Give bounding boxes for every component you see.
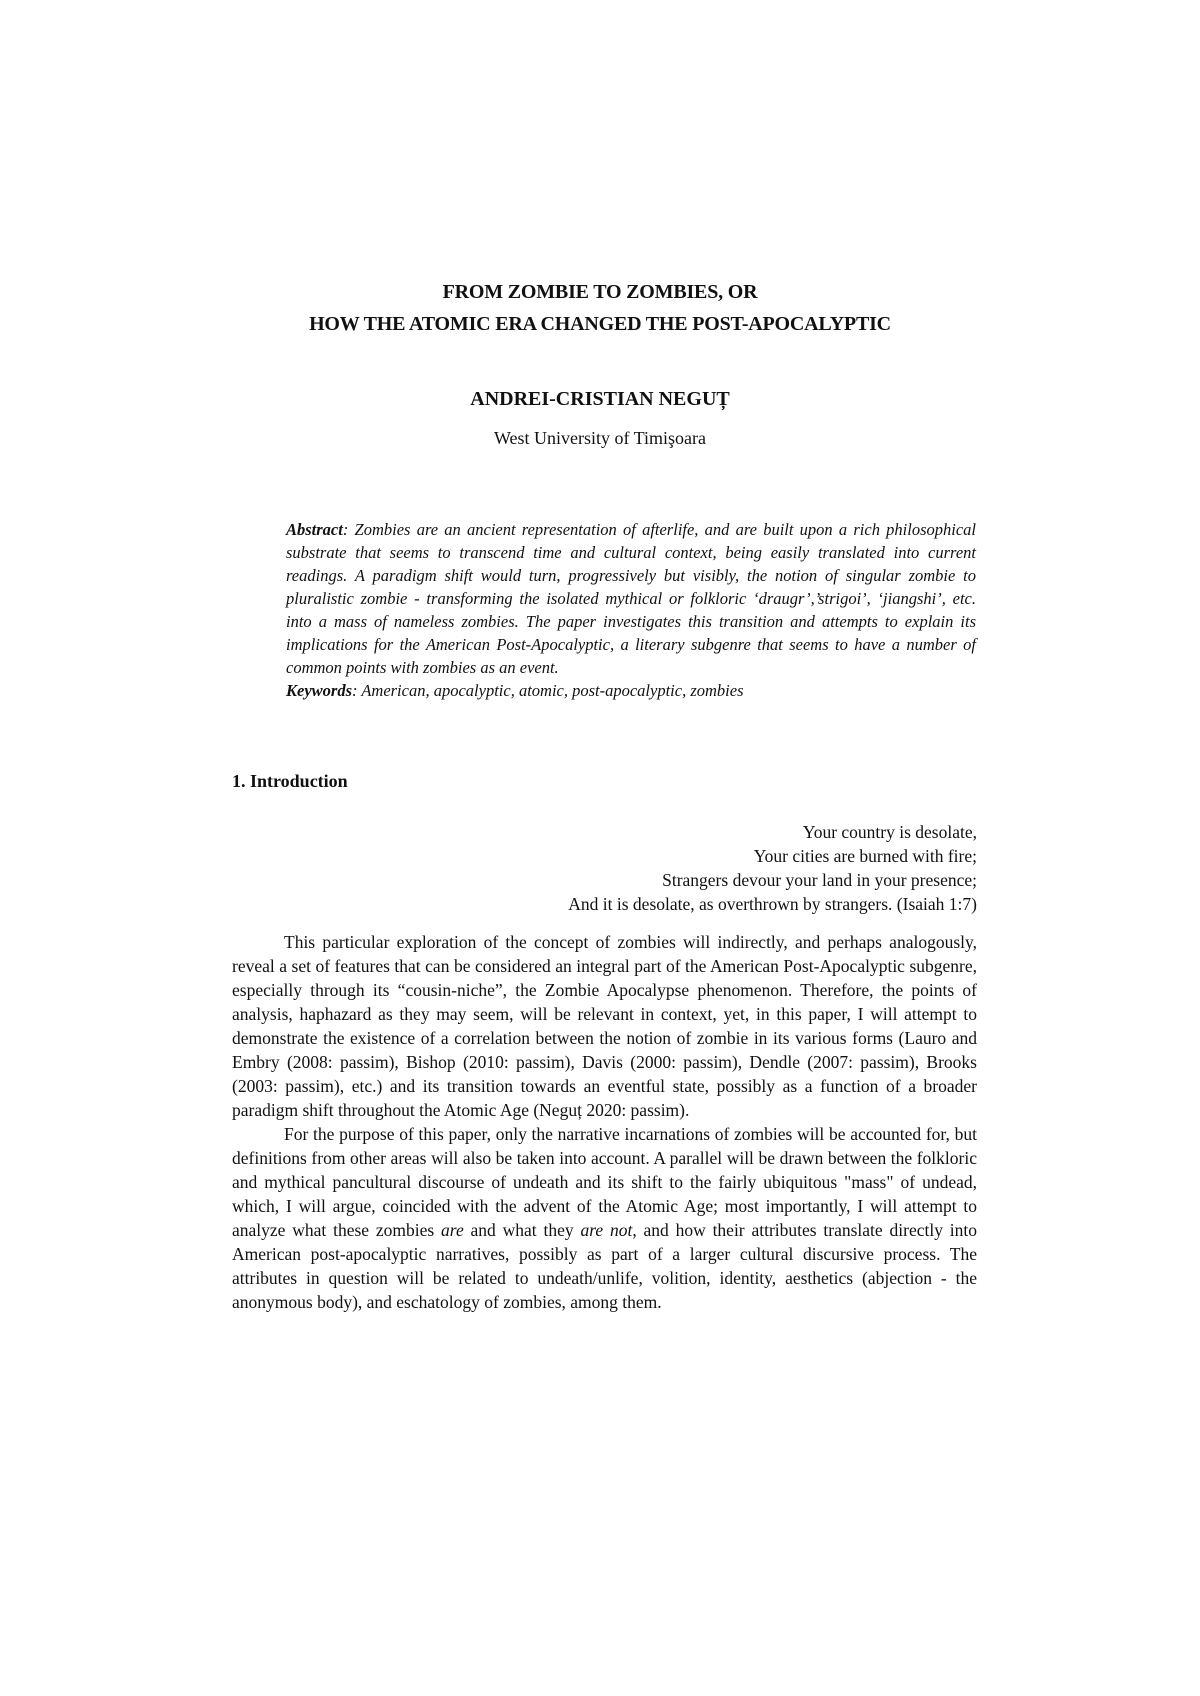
body-paragraph-2: [232, 1122, 977, 1314]
abstract-text: : Zombies are an ancient representation of afterlife, and are built upon a rich philosophical substrate that seems to transcend time and cultural context, being easily translated into current readings. A paradigm shift would turn, progressively but visibly, the notion of singular zombie to pluralistic zombie - transforming the isolated mythical or folkloric ‘draugr’,’strigoi’, ‘jiangshi’, etc. into a mass of nameless zombies. The paper investigates this transition and attempts to explain its implications for the American Post-Apocalyptic, a literary subgenre that seems to have a number of common points with zombies as an event.: [286, 520, 976, 677]
abstract-paragraph: [286, 518, 976, 679]
abstract-block: [286, 518, 976, 702]
section-heading: 1. Introduction: [232, 771, 348, 791]
title-line-2: HOW THE ATOMIC ERA CHANGED THE POST-APOCALYPTIC: [309, 313, 891, 335]
body-text: [232, 930, 977, 1314]
paper-title: [0, 276, 1200, 340]
paragraph-2-part-a: For the purpose of this paper, only the narrative incarnations of zombies will be accounted for, but definitions from other areas will also be taken into account. A parallel will be drawn between the folkloric and mythical pancultural discourse of undeath and its shift to the fairly ubiquitous "mass" of undead, which, I will argue, coincided with the advent of the Atomic Age; most importantly, I will attempt to analyze what these zombies: [232, 1124, 977, 1240]
author-affiliation: West University of Timişoara: [493, 428, 707, 448]
paragraph-2-part-c: , and how their attributes translate directly into American post-apocalyptic narratives, possibly as part of a larger cultural discursive process. The attributes in question will be related to undeath/unlife, volition, identity, aesthetics (abjection - the anonymous body), and eschatology of zombies, among them.: [232, 1220, 978, 1312]
author-name: ANDREI-CRISTIAN NEGUȚ: [470, 388, 730, 410]
epigraph: [460, 820, 977, 916]
title-line-1: FROM ZOMBIE TO ZOMBIES, OR: [442, 281, 758, 303]
keywords-label: Keywords: [286, 681, 352, 700]
keywords-text: : American, apocalyptic, atomic, post-apocalyptic, zombies: [352, 681, 744, 700]
body-paragraph-1: This particular exploration of the concept of zombies will indirectly, and perhaps analogously, reveal a set of features that can be considered an integral part of the American Post-Apocalyptic subgenre, especially through its “cousin-niche”, the Zombie Apocalypse phenomenon. Therefore, the points of analysis, haphazard as they may seem, will be relevant in context, yet, in this paper, I will attempt to demonstrate the existence of a correlation between the notion of zombie in its various forms (Lauro and Embry (2008: passim), Bishop (2010: passim), Davis (2000: passim), Dendle (2007: passim), Brooks (2003: passim), etc.) and its transition towards an eventful state, possibly as a function of a broader paradigm shift throughout the Atomic Age (Neguț 2020: passim).: [232, 932, 977, 1120]
keywords-line: [286, 679, 976, 702]
epigraph-line: Your cities are burned with fire;: [753, 846, 977, 866]
abstract-label: Abstract: [286, 520, 343, 539]
epigraph-line: Strangers devour your land in your presence;: [662, 870, 977, 890]
emphasis-are: are: [441, 1220, 464, 1240]
emphasis-are-not: are not: [580, 1220, 633, 1240]
epigraph-line: And it is desolate, as overthrown by strangers. (Isaiah 1:7): [568, 894, 977, 914]
paragraph-2-part-b: and what they: [463, 1220, 581, 1240]
epigraph-line: Your country is desolate,: [802, 822, 977, 842]
